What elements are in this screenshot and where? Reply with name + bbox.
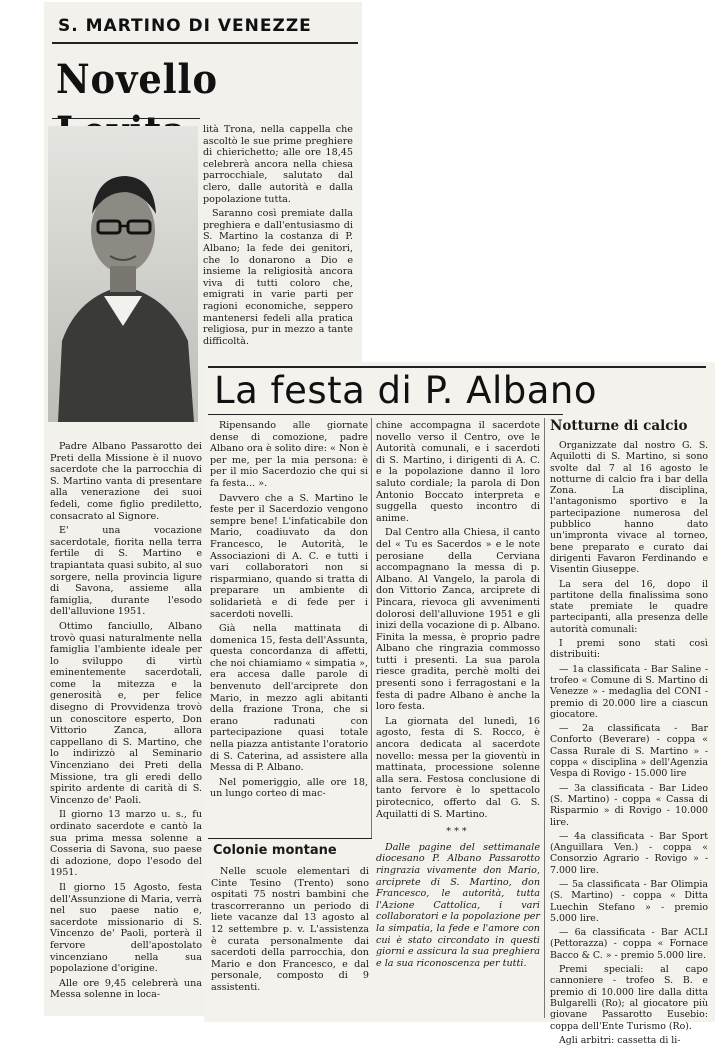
paragraph: La sera del 16, dopo il partitone della finalissima sono state premiate le quadre partecipanti, alla presenza delle autorità comunali: — [550, 578, 708, 635]
headline-novello-levita: Novello — [56, 56, 218, 103]
paragraph: Nel pomeriggio, alle ore 18, un lungo corteo di mac- — [210, 776, 368, 800]
prize-line: — 1a classificata - Bar Saline - trofeo « Comune di S. Martino di Venezze » - medaglia del CONI - premio di 20.000 lire a ciascun giocatore. — [550, 663, 708, 720]
portrait-photo — [48, 126, 198, 422]
paragraph: Saranno così premiate dalla preghiera e dall'entusiasmo di S. Martino la costanza di P. Albano; la fede dei genitori, che lo donarono a Dio e insieme la religiosità ancora viva di tutti coloro che, emigrati in varie parti per ragioni economiche, seppero mantenersi fedeli alla pratica religiosa, pur in mezzo a tante difficoltà. — [203, 208, 353, 347]
col-divider-2 — [544, 418, 545, 1018]
colonie-text — [211, 866, 369, 997]
headline-festa: La festa di P. Albano — [214, 369, 597, 412]
prize-line: — 4a classificata - Bar Sport (Anguillara Ven.) - coppa « Consorzio Agrario - Rovigo » - 7.000 lire. — [550, 830, 708, 876]
headline-rule — [52, 118, 200, 119]
festa-col2 — [376, 420, 540, 972]
italic-closing: Dalle pagine del settimanale diocesano P. Albano Passarotto ringrazia vivamente don Mario, arciprete di S. Martino, don Francesco, le autorità, tutta l'Azione Cattolica, i vari collaboratori e la popolazione per la simpatia, la fede e l'amore con cui è stato circondato in questi giorni e assicura la sua preghiera e la sua riconoscenza per tutti. — [376, 841, 540, 969]
prize-line: — 6a classificata - Bar ACLI (Pettorazza) - coppa « Fornace Bacco & C. » - premio 5.000 lire. — [550, 927, 708, 961]
paragraph: Agli arbitri: cassetta di li- — [559, 1034, 681, 1046]
paragraph: Padre Albano Passarotto dei Preti della Missione è il nuovo sacerdote che la parrocchia di S. Martino vanta di presentare alla venerazione dei suoi fedeli, come figlio prediletto, consacrato al Signore. — [50, 441, 202, 522]
festa-headline-rule — [208, 414, 563, 415]
paragraph: Ripensando alle giornate dense di comozione, padre Albano ora è solito dire: « Non è per me, per la mia persona: è per il mio Sacerdozio che qui si fa festa... ». — [210, 420, 368, 489]
paragraph: Davvero che a S. Martino le feste per il Sacerdozio vengono sempre bene! L'infaticabile don Mario, coadiuvato da don Francesco, le Autorità, le Associazioni di A. C. e tutti i vari collaboratori non si risparmiano, quando si tratta di preparare un ambiente di solidarietà e di fede per i sacerdoti novelli. — [210, 492, 368, 620]
prize-line: — 5a classificata - Bar Olimpia (S. Martino) - coppa « Ditta Luechin Stefano » - premio 5.000 lire. — [550, 878, 708, 924]
paragraph: Nelle scuole elementari di Cinte Tesino (Trento) sono ospitati 75 nostri bambini che trascorreranno un periodo di liete vacanze dal 13 agosto al 12 settembre p. v. L'assistenza è curata personalmente dai sacerdoti della parrocchia, don Mario e don Francesco, e dal personale, composto di 9 assistenti. — [211, 866, 369, 993]
portrait-svg — [48, 126, 198, 422]
paragraph: lità Trona, nella cappella che ascoltò le sue prime preghiere di chierichetto; alle ore 18,45 celebrerà ancora nella chiesa parrocchiale, salutato dal clero, dalle autorità e dalla popolazione tutta. — [203, 124, 353, 205]
paragraph: Dal Centro alla Chiesa, il canto del « Tu es Sacerdos » e le note perosiane della Cerviana accompagnano la messa di p. Albano. Al Vangelo, la parola di don Vittorio Zanca, arciprete di Pincara, rievoca gli avvenimenti dolorosi dell'alluvione 1951 e gli inizi della vocazione di p. Albano. Finita la messa, è proprio padre Albano che ringrazia commosso tutti i presenti. La sua parola riesce gradita, perchè molti dei presenti sono i ferragostani e la festa di padre Albano è anche la loro festa. — [376, 527, 540, 713]
paragraph: I premi sono stati così distribuiti: — [550, 638, 708, 661]
separator-stars: *** — [446, 826, 470, 838]
paragraph: Il giorno 13 marzo u. s., fu ordinato sacerdote e cantò la sua prima messa solenne a Cosseria di Savona, suo paese di adozione, dopo l'esodo del 1951. — [50, 809, 202, 879]
paragraph: Alle ore 9,45 celebrerà una Messa solenne in loca- — [50, 977, 202, 1001]
colonie-top-rule — [208, 838, 372, 839]
paragraph: Il giorno 15 Agosto, festa dell'Assunzione di Maria, verrà nel suo paese natio e, sacerdote missionario di S. Vincenzo de' Paoli, porterà il fervore dell'apostolato vincenziano nella sua popolazione d'origine. — [50, 881, 202, 975]
notturne-column — [550, 440, 708, 1049]
kicker-rule — [52, 42, 358, 44]
paragraph: Premi speciali: al capo cannoniere - trofeo S. B. e premio di 10.000 lire dalla ditta Bulgarelli (Ro); al giocatore più giovane Passarotto Eusebio: coppa dell'Ente Turismo (Ro). — [550, 964, 708, 1032]
prize-line: — 3a classificata - Bar Lideo (S. Martino) - coppa « Cassa di Risparmio » di Rovigo - 10.000 lire. — [550, 782, 708, 828]
notturne-title: Notturne di calcio — [550, 418, 688, 434]
prize-line: — 2a classificata - Bar Conforto (Beverare) - coppa « Cassa Rurale di S. Martino » - coppa « disciplina » dell'Agenzia Vespa di Rovigo - 15.000 lire — [550, 723, 708, 780]
kicker: S. MARTINO DI VENEZZE — [58, 16, 312, 36]
paragraph: Organizzate dal nostro G. S. Aquilotti di S. Martino, si sono svolte dal 7 al 16 agosto le notturne di calcio fra i bar della Zona. La disciplina, l'antagonismo sportivo e la partecipazione numerosa del pubblico hanno dato un'impronta vivace al torneo, bene preparato e curato dai dirigenti Favaron Ferdinando e Visentin Giuseppe. — [550, 440, 708, 576]
paragraph: E' una vocazione sacerdotale, fiorita nella terra fertile di S. Martino e trapiantata quasi subito, al suo sorgere, nella provincia ligure di Savona, assieme alla famiglia, durante l'esodo dell'alluvione 1951. — [50, 525, 202, 618]
novello-right-column — [203, 124, 353, 350]
paragraph: Ottimo fanciullo, Albano trovò quasi naturalmente nella famiglia l'ambiente ideale per lo sviluppo di virtù eminentemente sacerdotali, come la mitezza e la generosità e, per felice disegno di Provvidenza trovò un conoscitore esperto, Don Vittorio Zanca, allora cappellano di S. Martino, che lo indirizzò al Seminario Vincenziano dei Preti della Missione, tra gli eredi dello spirito ardente di carità di S. Vincenzo de' Paoli. — [50, 620, 202, 806]
paragraph: Già nella mattinata di domenica 15, festa dell'Assunta, questa concordanza di affetti, che noi chiamiamo « simpatia », era accesa dalle parole di benvenuto dell'arciprete don Mario, in mezzo agli abitanti della frazione Trona, che si erano radunati con partecipazione quasi totale nella piazza antistante l'oratorio di S. Caterina, ad assistere alla Messa di P. Albano. — [210, 623, 368, 774]
novello-left-column — [50, 441, 202, 1004]
col-divider-1 — [371, 418, 372, 838]
colonie-title: Colonie montane — [213, 843, 337, 858]
paragraph: chine accompagna il sacerdote novello verso il Centro, ove le Autorità comunali, e i sacerdoti di S. Martino, i dirigenti di A. C. e la popolazione danno il loro saluto cordiale; la parola di Don Antonio Boccato interpreta e suggella questo incontro di anime. — [376, 420, 540, 524]
festa-col1 — [210, 420, 368, 803]
paragraph: La giornata del lunedì, 16 agosto, festa di S. Rocco, è ancora dedicata al sacerdote novello: messa per la gioventù in mattinata, processione solenne alla sera. Festosa conclusione di tanto fervore è lo spettacolo pirotecnico, offerto dal G. S. Aquilatti di S. Martino. — [376, 715, 540, 820]
